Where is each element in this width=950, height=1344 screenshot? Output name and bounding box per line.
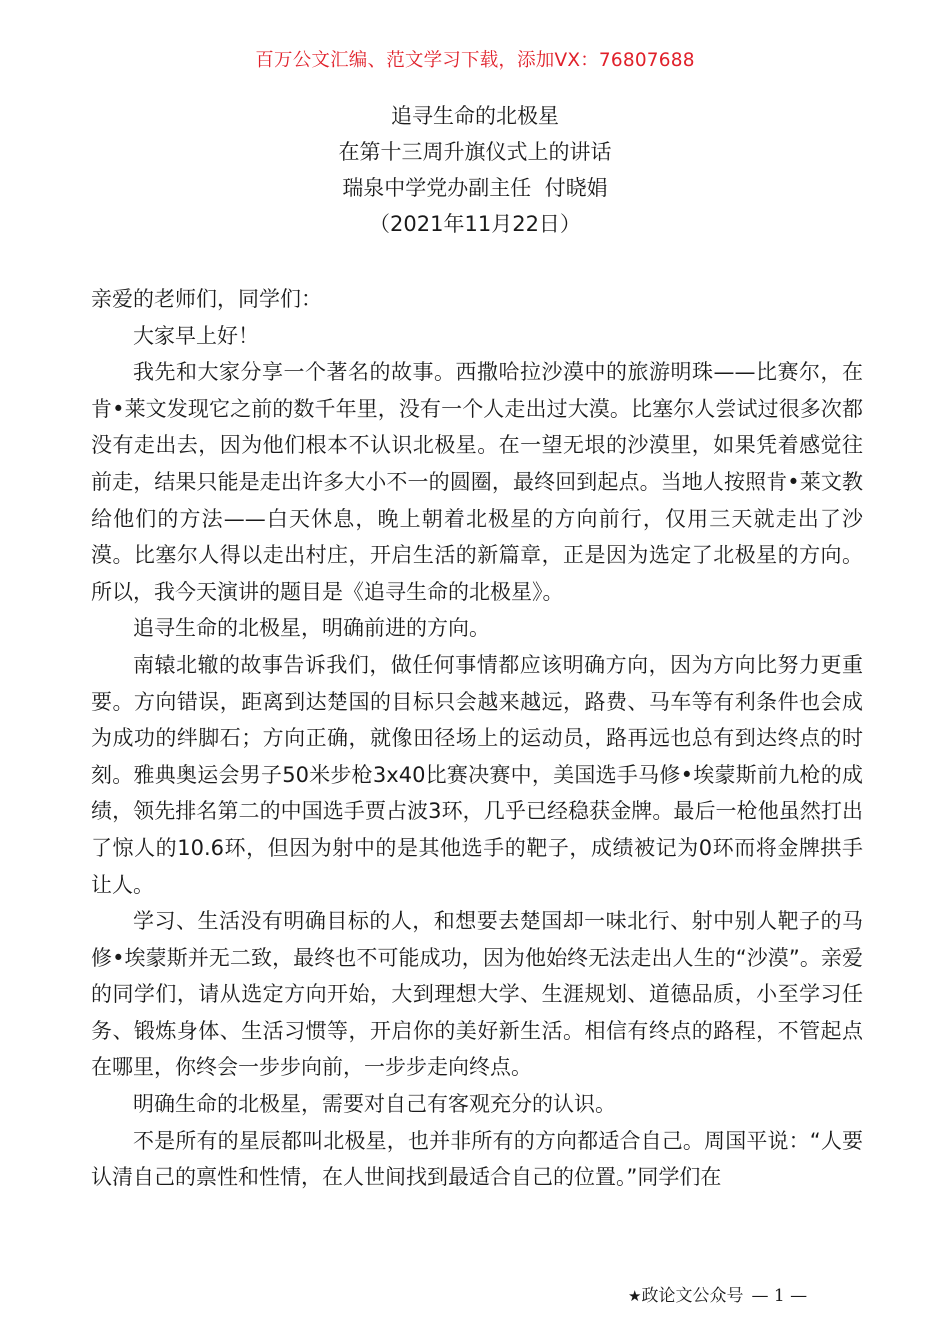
section-heading: 明确生命的北极星，需要对自己有客观充分的认识。 — [133, 1092, 616, 1117]
watermark-banner: 百万公文汇编、范文学习下载，添加VX：76807688 — [255, 50, 695, 71]
section-heading: 追寻生命的北极星，明确前进的方向。 — [133, 616, 490, 641]
speech-date: （2021年11月22日） — [369, 212, 581, 236]
document-title: 追寻生命的北极星 — [391, 104, 559, 128]
star-icon: ★ — [628, 1287, 642, 1305]
title-block — [0, 98, 950, 242]
paragraph: 不是所有的星辰都叫北极星，也并非所有的方向都适合自己。周国平说：“人要认清自己的禀性和性情，在人世间找到最适合自己的位置。”同学们在 — [91, 1128, 863, 1190]
salutation: 亲爱的老师们，同学们： — [91, 287, 322, 311]
speaker-line: 瑞泉中学党办副主任 付晓娟 — [342, 176, 608, 200]
footer-source: 政论文公众号 — [641, 1286, 744, 1306]
paragraph: 我先和大家分享一个著名的故事。西撒哈拉沙漠中的旅游明珠——比赛尔，在肯•莱文发现它之前的数千年里，没有一个人走出过大漠。比塞尔人尝试过很多次都没有走出去，因为他们根本不认识北极星。在一望无垠的沙漠里，如果凭着感觉往前走，结果只能是走出许多大小不一的圆圈，最终回到起点。当地人按照肯•莱文教给他们的方法——白天休息，晚上朝着北极星的方向前行，仅用三天就走出了沙漠。比塞尔人得以走出村庄，开启生活的新篇章，正是因为选定了北极星的方向。所以，我今天演讲的题目是《追寻生命的北极星》。 — [91, 360, 863, 604]
paragraph: 学习、生活没有明确目标的人，和想要去楚国却一味北行、射中别人靶子的马修•埃蒙斯并无二致，最终也不可能成功，因为他始终无法走出人生的“沙漠”。亲爱的同学们，请从选定方向开始，大到理想大学、生涯规划、道德品质，小至学习任务、锻炼身体、生活习惯等，开启你的美好新生活。相信有终点的路程，不管起点在哪里，你终会一步步向前，一步步走向终点。 — [91, 909, 863, 1080]
paragraph: 南辕北辙的故事告诉我们，做任何事情都应该明确方向，因为方向比努力更重要。方向错误，距离到达楚国的目标只会越来越远，路费、马车等有利条件也会成为成功的绊脚石；方向正确，就像田径场上的运动员，路再远也总有到达终点的时刻。雅典奥运会男子50米步枪3x40比赛决赛中，美国选手马修•埃蒙斯前九枪的成绩，领先排名第二的中国选手贾占波3环，几乎已经稳获金牌。最后一枪他虽然打出了惊人的10.6环，但因为射中的是其他选手的靶子，成绩被记为0环而将金牌拱手让人。 — [91, 652, 863, 897]
paragraph: 大家早上好！ — [133, 323, 259, 348]
document-subtitle: 在第十三周升旗仪式上的讲话 — [338, 140, 612, 164]
page-number: — 1 — — [751, 1286, 808, 1306]
speech-body — [91, 281, 863, 1196]
page-footer — [628, 1281, 807, 1306]
